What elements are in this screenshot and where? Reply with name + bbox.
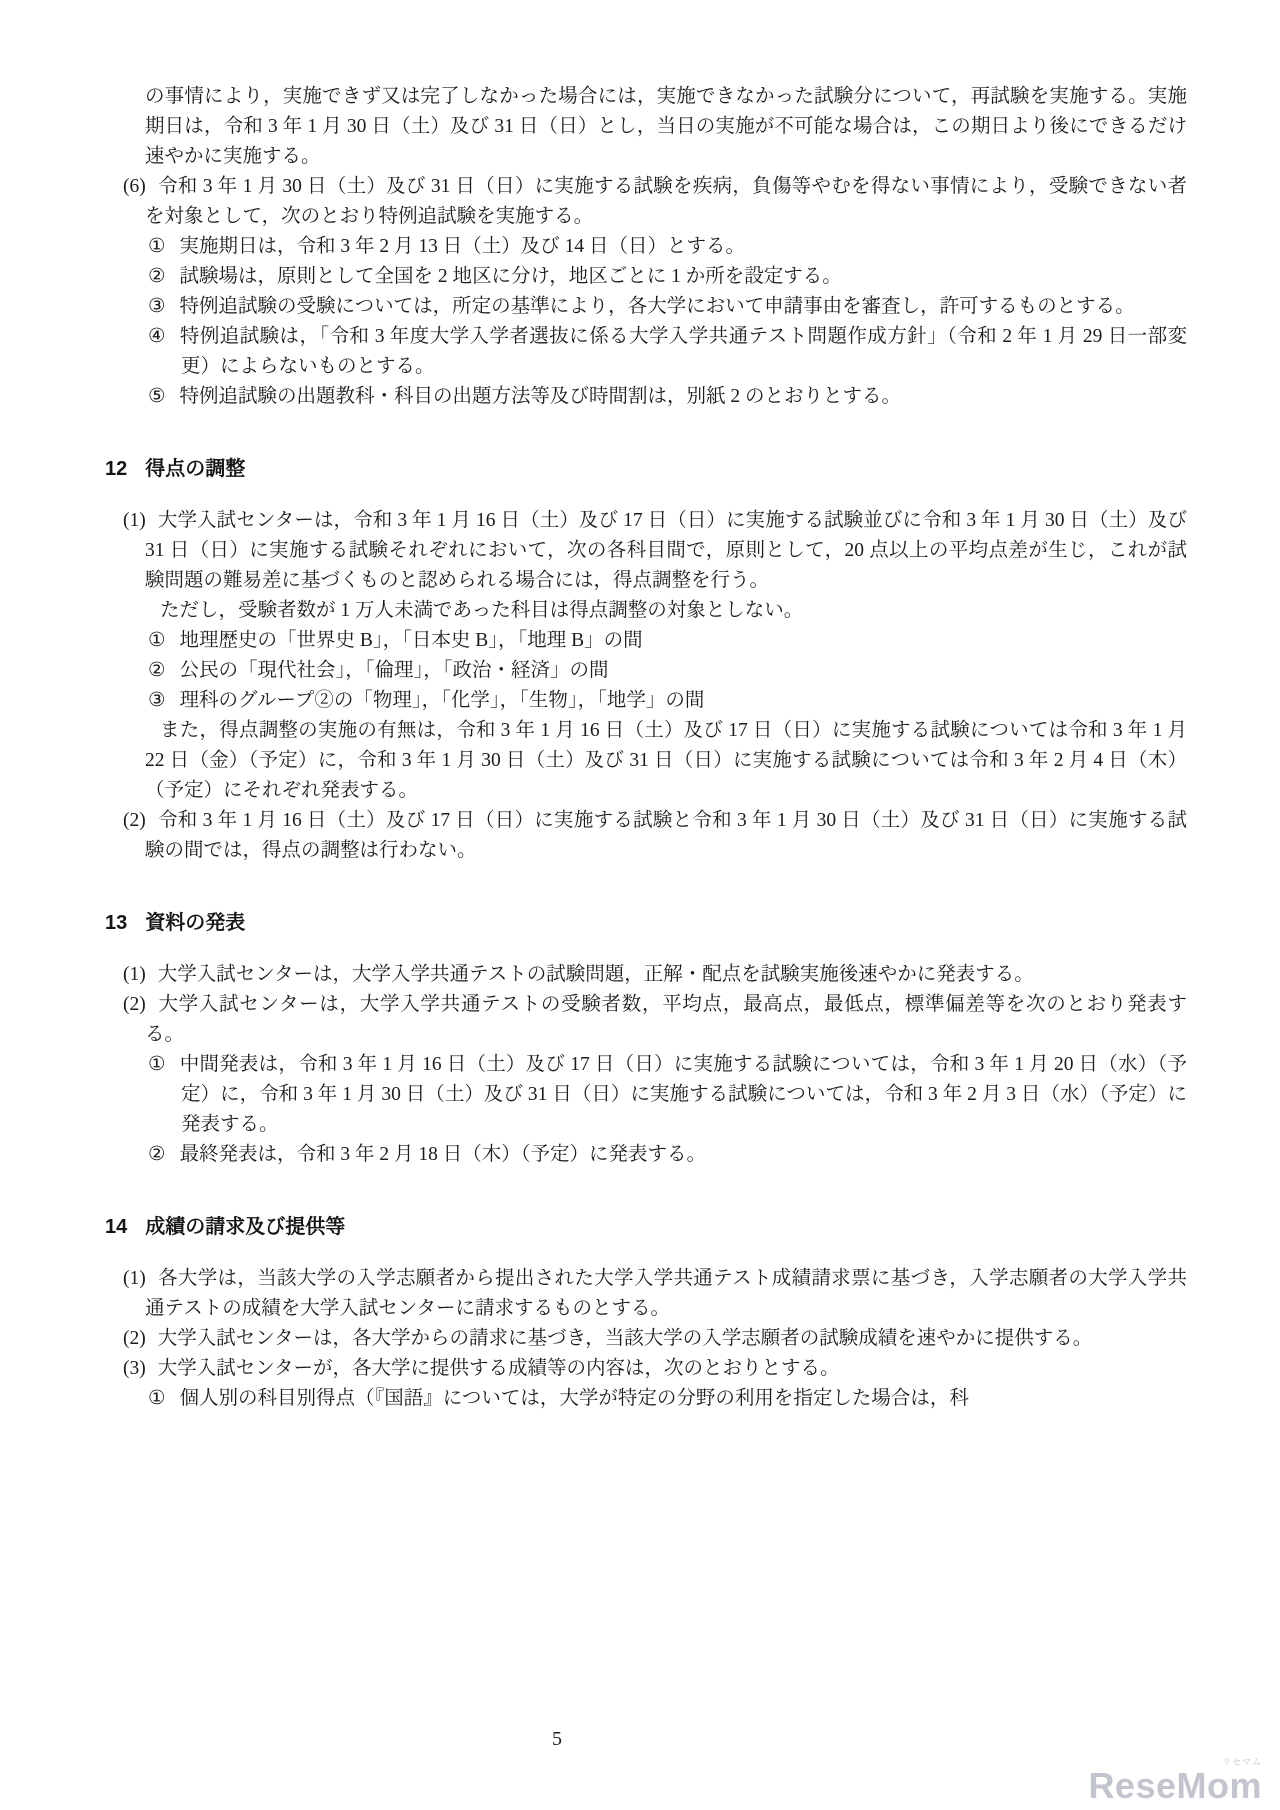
item-text: 地理歴史の「世界史 B」，「日本史 B」，「地理 B」の間: [179, 630, 643, 651]
item-label: ①: [148, 236, 166, 257]
list-item: [105, 1264, 1187, 1324]
section-number: 12: [105, 458, 128, 480]
item-text: 特例追試験の出題教科・科目の出題方法等及び時間割は，別紙 2 のとおりとする。: [179, 386, 901, 407]
section-14-heading: [105, 1212, 1187, 1242]
sub-item: [105, 232, 1187, 262]
item-label: (1): [123, 510, 146, 531]
item-label: ①: [148, 630, 166, 651]
section-title: 得点の調整: [145, 458, 246, 480]
sub-item: [105, 382, 1187, 412]
item-text: 特例追試験の受験については，所定の基準により，各大学において申請事由を審査し，許可するものとする。: [179, 296, 1135, 317]
section-title: 成績の請求及び提供等: [145, 1216, 346, 1238]
item-label: ④: [148, 326, 166, 347]
item-text: 令和 3 年 1 月 30 日（土）及び 31 日（日）に実施する試験を疾病，負傷等やむを得ない事情により，受験できない者を対象として，次のとおり特例追試験を実施する。: [145, 176, 1187, 227]
section-number: 14: [105, 1216, 128, 1238]
sub-item: [105, 1384, 1187, 1414]
sub-item: [105, 686, 1187, 716]
item-text: 最終発表は，令和 3 年 2 月 18 日（木）（予定）に発表する。: [179, 1144, 706, 1165]
item-label: (2): [123, 1328, 146, 1349]
item-label: (1): [123, 964, 146, 985]
item-text: 試験場は，原則として全国を 2 地区に分け，地区ごとに 1 か所を設定する。: [179, 266, 842, 287]
item-text: 特例追試験は，「令和 3 年度大学入学者選抜に係る大学入学共通テスト問題作成方針」（令和 2 年 1 月 29 日一部変更）によらないものとする。: [179, 326, 1187, 377]
item-text: 大学入試センターは，大学入学共通テストの試験問題，正解・配点を試験実施後速やかに発表する。: [157, 964, 1034, 985]
item-label: (3): [123, 1358, 146, 1379]
item-label: (1): [123, 1268, 146, 1289]
item-label: (2): [123, 810, 146, 831]
item-label: ②: [148, 1144, 166, 1165]
item-text: 大学入試センターは，令和 3 年 1 月 16 日（土）及び 17 日（日）に実施する試験並びに令和 3 年 1 月 30 日（土）及び 31 日（日）に実施する試験それぞれにおいて，次の各科目間で，原則として，20 点以上の平均点差が生じ，これが試験問題の難易差に基づくものと認められる場合には，得点調整を行う。: [145, 510, 1187, 591]
item-text: 実施期日は，令和 3 年 2 月 13 日（土）及び 14 日（日）とする。: [179, 236, 745, 257]
sub-item: [105, 626, 1187, 656]
section-number: 13: [105, 912, 128, 934]
item-label: ①: [148, 1388, 166, 1409]
supplement-paragraph: また，得点調整の実施の有無は，令和 3 年 1 月 16 日（土）及び 17 日（日）に実施する試験については令和 3 年 1 月 22 日（金）（予定）に，令和 3 年 1 月 30 日（土）及び 31 日（日）に実施する試験については令和 3 年 2 月 4 日（木）（予定）にそれぞれ発表する。: [145, 720, 1187, 801]
item-label: (6): [123, 176, 146, 197]
section-title: 資料の発表: [145, 912, 246, 934]
list-item: [105, 1354, 1187, 1384]
item-text: 公民の「現代社会」，「倫理」，「政治・経済」の間: [179, 660, 609, 681]
list-item-6: [105, 172, 1187, 232]
item-label: ③: [148, 690, 166, 711]
item-text: 個人別の科目別得点（『国語』については，大学が特定の分野の利用を指定した場合は，科: [179, 1388, 969, 1409]
note-paragraph: ただし，受験者数が 1 万人未満であった科目は得点調整の対象としない。: [160, 600, 804, 621]
sub-item: [105, 1140, 1187, 1170]
list-item: [105, 990, 1187, 1050]
item-text: 中間発表は，令和 3 年 1 月 16 日（土）及び 17 日（日）に実施する試験については，令和 3 年 1 月 20 日（水）（予定）に，令和 3 年 1 月 30 日（土）及び 31 日（日）に実施する試験については，令和 3 年 2 月 3 日（水）（予定）に発表する。: [179, 1054, 1187, 1135]
item-text: 大学入試センターは，各大学からの請求に基づき，当該大学の入学志願者の試験成績を速やかに提供する。: [157, 1328, 1093, 1349]
list-item: [105, 960, 1187, 990]
item-label: ②: [148, 266, 166, 287]
item-text: 理科のグループ②の「物理」，「化学」，「生物」，「地学」の間: [179, 690, 705, 711]
item-label: ③: [148, 296, 166, 317]
item-text: 各大学は，当該大学の入学志願者から提出された大学入学共通テスト成績請求票に基づき，入学志願者の大学入学共通テストの成績を大学入試センターに請求するものとする。: [145, 1268, 1187, 1319]
sub-item: [105, 292, 1187, 322]
item-text: 大学入試センターは，大学入学共通テストの受験者数，平均点，最高点，最低点，標準偏差等を次のとおり発表する。: [145, 994, 1187, 1045]
section-12-heading: [105, 454, 1187, 484]
item-text: 大学入試センターが，各大学に提供する成績等の内容は，次のとおりとする。: [157, 1358, 840, 1379]
list-item: [105, 506, 1187, 596]
item-label: (2): [123, 994, 146, 1015]
item-label: ①: [148, 1054, 166, 1075]
sub-item: [105, 656, 1187, 686]
resemom-logo: ReseMom: [1088, 1765, 1262, 1806]
section-13-heading: [105, 908, 1187, 938]
watermark-kana-label: リセマム: [1222, 1757, 1262, 1767]
continuation-paragraph: の事情により，実施できず又は完了しなかった場合には，実施できなかった試験分について，再試験を実施する。実施期日は，令和 3 年 1 月 30 日（土）及び 31 日（日）とし，当日の実施が不可能な場合は，この期日より後にできるだけ速やかに実施する。: [145, 86, 1187, 167]
sub-item: [105, 1050, 1187, 1140]
list-item: [105, 806, 1187, 866]
page-number: 5: [552, 1728, 562, 1750]
list-item: [105, 1324, 1187, 1354]
resemom-watermark: [1088, 1757, 1262, 1804]
sub-item: [105, 322, 1187, 382]
sub-item: [105, 262, 1187, 292]
item-label: ②: [148, 660, 166, 681]
item-text: 令和 3 年 1 月 16 日（土）及び 17 日（日）に実施する試験と令和 3 年 1 月 30 日（土）及び 31 日（日）に実施する試験の間では，得点の調整は行わない。: [145, 810, 1187, 861]
item-label: ⑤: [148, 386, 166, 407]
page-content: [105, 82, 1187, 1414]
